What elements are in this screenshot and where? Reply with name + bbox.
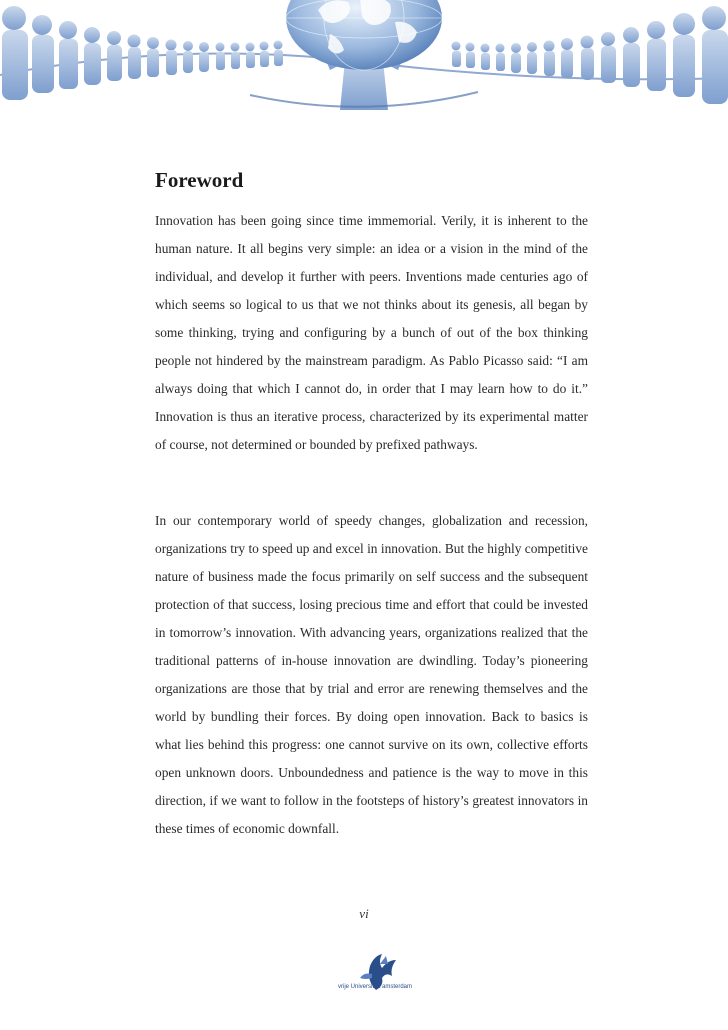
page-title: Foreword	[155, 168, 244, 192]
header-banner	[0, 0, 728, 112]
page-number: vi	[359, 906, 369, 921]
university-logo-text: vrije Universiteit amsterdam	[337, 984, 413, 990]
people-globe-illustration	[0, 0, 728, 112]
foreword-section	[155, 160, 588, 843]
paragraph-1: Innovation has been going since time immemorial. Verily, it is inherent to the human nature. It all begins very simple: an idea or a vision in the mind of the individual, and develop it further with peers. Inventions made centuries ago of which seems so logical to us that we not thinks about its genesis, all began by some thinking, trying and configuring by a bunch of out of the box thinking people not hindered by the mainstream paradigm. As Pablo Picasso said: “I am always doing that which I cannot do, in order that I may learn how to do it.” Innovation is thus an iterative process, characterized by its experimental matter of course, not determined or bounded by prefixed pathways.	[155, 213, 588, 452]
paragraph-2: In our contemporary world of speedy changes, globalization and recession, organizations try to speed up and excel in innovation. But the highly competitive nature of business made the focus primarily on self success and the subsequent protection of that success, losing precious time and effort that could be invested in tomorrow’s innovation. With advancing years, organizations realized that the traditional patterns of in-house innovation are dwindling. Today’s pioneering organizations are those that by trial and error are renewing themselves and the world by bundling their forces. By doing open innovation. Back to basics is what lies behind this progress: one cannot survive on its own, collective efforts open unknown doors. Unboundedness and patience is the way to move in this direction, if we want to follow in the footsteps of history’s greatest innovators in these times of economic downfall.	[155, 513, 588, 836]
